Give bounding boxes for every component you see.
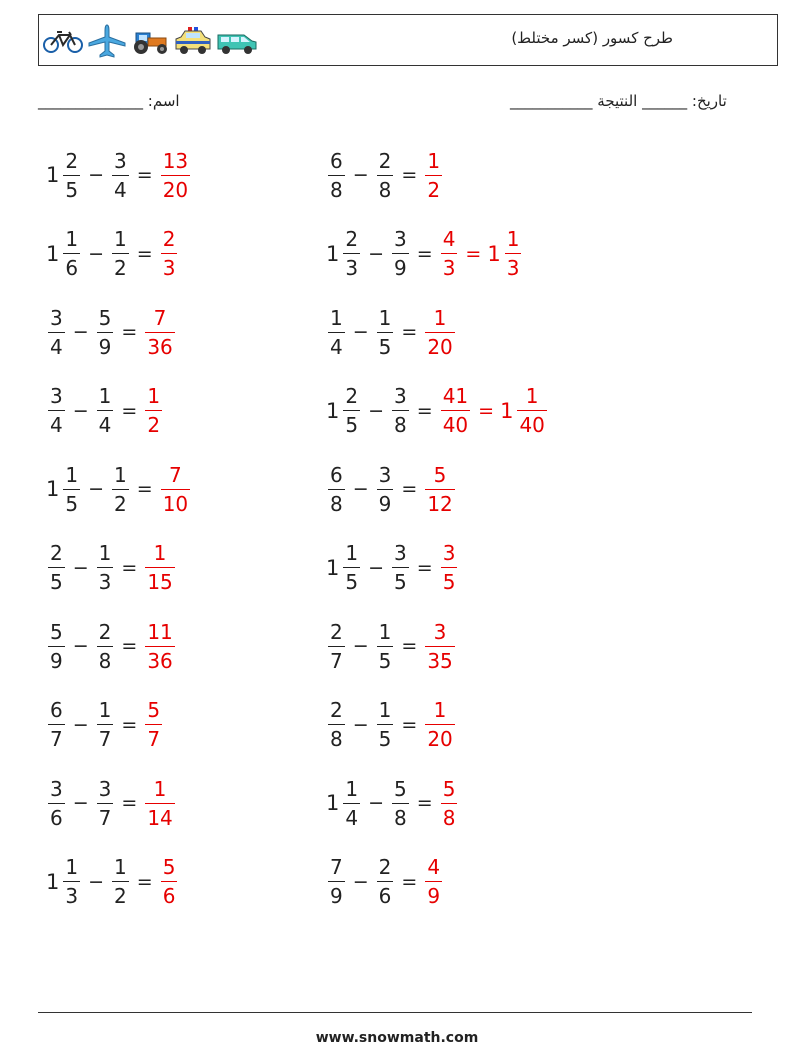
denominator: 9: [427, 884, 441, 908]
denominator: 7: [147, 727, 161, 751]
fraction: [63, 229, 80, 278]
equals-sign: =: [121, 713, 138, 736]
name-label: اسم:: [147, 92, 180, 110]
fraction: [343, 543, 360, 592]
denominator: 35: [427, 648, 453, 673]
answer: [159, 229, 180, 278]
fraction: [517, 386, 546, 435]
equals-sign: =: [121, 399, 138, 422]
numerator: 1: [330, 305, 343, 330]
numerator: 1: [65, 227, 79, 251]
numerator: 1: [378, 305, 392, 330]
denominator: 8: [442, 805, 456, 830]
equals-sign: =: [416, 556, 433, 579]
equals-sign: =: [136, 870, 153, 893]
fraction: [63, 462, 80, 516]
numerator: 3: [50, 384, 63, 408]
numerator: 5: [442, 776, 456, 801]
numerator: 1: [153, 776, 167, 801]
fraction: [425, 305, 454, 359]
numerator: 5: [98, 305, 112, 330]
fraction: [145, 619, 174, 673]
minus-sign: −: [72, 635, 89, 657]
fraction: [441, 776, 458, 830]
numerator: 1: [427, 148, 441, 173]
numerator: 3: [394, 541, 407, 565]
equals-sign: =: [416, 242, 433, 265]
numerator: 3: [98, 776, 112, 801]
equals-sign: =: [401, 478, 418, 500]
fraction: [63, 857, 80, 906]
fraction: [145, 543, 174, 592]
fraction: [343, 229, 360, 278]
numerator: 5: [147, 698, 161, 722]
denominator: 8: [378, 177, 392, 202]
answer: [423, 857, 444, 906]
denominator: 2: [114, 491, 127, 516]
numerator: 2: [162, 227, 176, 251]
numerator: 5: [433, 462, 447, 487]
equals-sign: =: [401, 713, 418, 736]
fraction: [441, 229, 458, 278]
numerator: 41: [442, 384, 469, 408]
numerator: 2: [378, 855, 392, 879]
problem-item: [46, 302, 177, 362]
fraction: [328, 619, 345, 673]
denominator: 7: [98, 805, 112, 830]
police-car-icon: [173, 25, 213, 57]
problem-item: [326, 145, 444, 205]
answer: [143, 700, 164, 749]
equals-sign: =: [401, 164, 418, 186]
minus-sign: −: [88, 164, 105, 186]
equals-sign: =: [121, 792, 138, 814]
denominator: 5: [50, 570, 63, 594]
numerator: 7: [153, 305, 167, 330]
numerator: 3: [394, 384, 407, 408]
fraction: [425, 700, 454, 749]
minus-sign: −: [88, 870, 105, 893]
numerator: 13: [162, 148, 189, 173]
fraction: [377, 148, 394, 202]
fraction: [377, 700, 394, 749]
result-blank: ___________: [510, 92, 593, 110]
minus-sign: −: [88, 242, 105, 265]
fraction: [145, 700, 162, 749]
denominator: 10: [162, 491, 189, 516]
denominator: 36: [147, 648, 173, 673]
numerator: 2: [98, 619, 112, 644]
equals-sign: =: [136, 164, 153, 186]
denominator: 8: [394, 413, 407, 437]
numerator: 3: [50, 305, 63, 330]
answer: [439, 386, 549, 435]
numerator: 1: [378, 698, 392, 722]
worksheet-header: [38, 14, 778, 66]
numerator: 1: [114, 855, 127, 879]
numerator: 2: [345, 227, 359, 251]
answer: [143, 543, 176, 592]
denominator: 20: [162, 177, 189, 202]
numerator: 3: [433, 619, 447, 644]
denominator: 4: [50, 334, 63, 359]
fraction: [48, 700, 65, 749]
denominator: 40: [442, 413, 469, 437]
fraction: [377, 305, 394, 359]
problem-item: [46, 852, 179, 912]
fraction: [377, 857, 394, 906]
fraction: [112, 148, 129, 202]
problem-item: [46, 224, 179, 284]
fraction: [48, 386, 65, 435]
denominator: 9: [394, 256, 407, 280]
minus-sign: −: [72, 399, 89, 422]
fraction: [392, 543, 409, 592]
problem-item: [326, 302, 457, 362]
whole-number: 1: [326, 791, 340, 815]
denominator: 4: [50, 413, 63, 437]
equals-sign: =: [121, 635, 138, 657]
minus-sign: −: [352, 164, 369, 186]
fraction: [425, 148, 442, 202]
answer: [159, 462, 192, 516]
equals-sign: =: [136, 242, 153, 265]
numerator: 3: [114, 148, 127, 173]
problem-item: [46, 381, 164, 441]
minus-sign: −: [88, 478, 105, 500]
fraction: [145, 776, 174, 830]
denominator: 15: [147, 570, 173, 594]
airplane-icon: [87, 24, 127, 58]
answer: [439, 776, 460, 830]
whole-number: 1: [500, 398, 514, 423]
minus-sign: −: [72, 556, 89, 579]
equals-sign: =: [416, 399, 433, 422]
fraction: [392, 386, 409, 435]
numerator: 2: [345, 384, 359, 408]
equals-sign: =: [401, 321, 418, 343]
numerator: 3: [394, 227, 407, 251]
problem-item: [46, 773, 177, 833]
minus-sign: −: [72, 321, 89, 343]
fraction: [97, 700, 114, 749]
denominator: 6: [50, 805, 63, 830]
whole-number: 1: [487, 241, 501, 266]
date-label: تاريخ:: [691, 92, 727, 110]
equals-sign: =: [136, 478, 153, 500]
equals-sign: =: [416, 792, 433, 814]
minus-sign: −: [368, 556, 385, 579]
fraction: [425, 462, 454, 516]
numerator: 1: [378, 619, 392, 644]
problem-item: [46, 616, 177, 676]
numerator: 1: [114, 227, 127, 251]
denominator: 7: [98, 727, 112, 751]
whole-number: 1: [326, 241, 340, 266]
minus-sign: −: [368, 399, 385, 422]
fraction: [425, 619, 454, 673]
equals-sign: =: [465, 242, 482, 265]
fraction: [161, 857, 178, 906]
numerator: 1: [506, 227, 520, 251]
answer: [439, 543, 460, 592]
denominator: 3: [345, 256, 359, 280]
whole-number: 1: [46, 163, 60, 187]
whole-number: 1: [46, 869, 60, 894]
minus-sign: −: [352, 870, 369, 893]
denominator: 7: [50, 727, 63, 751]
problem-item: [326, 616, 457, 676]
denominator: 5: [65, 491, 79, 516]
answer: [159, 857, 180, 906]
numerator: 1: [153, 541, 167, 565]
fraction: [97, 386, 114, 435]
numerator: 1: [345, 776, 359, 801]
denominator: 4: [330, 334, 343, 359]
fraction: [505, 229, 522, 278]
denominator: 3: [442, 256, 456, 280]
fraction: [328, 462, 345, 516]
fraction: [112, 229, 129, 278]
numerator: 5: [394, 776, 407, 801]
numerator: 2: [378, 148, 392, 173]
numerator: 7: [330, 855, 343, 879]
numerator: 7: [169, 462, 182, 487]
denominator: 8: [330, 727, 343, 751]
numerator: 6: [50, 698, 63, 722]
fraction: [343, 386, 360, 435]
minus-sign: −: [352, 478, 369, 500]
numerator: 2: [65, 148, 79, 173]
denominator: 7: [330, 648, 343, 673]
denominator: 2: [114, 884, 127, 908]
minus-sign: −: [352, 635, 369, 657]
minus-sign: −: [72, 713, 89, 736]
fraction: [377, 619, 394, 673]
fraction: [328, 148, 345, 202]
problem-item: [326, 538, 459, 598]
numerator: 1: [65, 462, 79, 487]
fraction: [48, 619, 65, 673]
denominator: 5: [378, 334, 392, 359]
fraction: [97, 543, 114, 592]
denominator: 14: [147, 805, 173, 830]
minus-sign: −: [352, 321, 369, 343]
numerator: 1: [433, 305, 447, 330]
minus-sign: −: [72, 792, 89, 814]
answer: [423, 619, 456, 673]
numerator: 3: [378, 462, 392, 487]
denominator: 8: [330, 177, 343, 202]
denominator: 9: [98, 334, 112, 359]
answer: [143, 619, 176, 673]
name-blank: ______________: [38, 92, 143, 110]
denominator: 12: [427, 491, 453, 516]
problem-item: [326, 695, 457, 755]
fraction: [48, 305, 65, 359]
answer: [143, 386, 164, 435]
footer-divider: [38, 1012, 752, 1013]
denominator: 2: [114, 256, 127, 280]
numerator: 2: [330, 698, 343, 722]
fraction: [425, 857, 442, 906]
fraction: [161, 229, 178, 278]
numerator: 1: [525, 384, 539, 408]
denominator: 4: [345, 805, 359, 830]
denominator: 5: [442, 570, 456, 594]
numerator: 6: [330, 148, 343, 173]
fraction: [343, 776, 360, 830]
problem-item: [326, 773, 459, 833]
fraction: [161, 148, 190, 202]
answer: [423, 148, 444, 202]
numerator: 6: [330, 462, 343, 487]
whole-number: 1: [46, 241, 60, 266]
answer: [423, 700, 456, 749]
whole-number: 1: [326, 398, 340, 423]
fraction: [441, 386, 470, 435]
numerator: 1: [433, 698, 447, 722]
denominator: 6: [65, 256, 79, 280]
numerator: 2: [330, 619, 343, 644]
result-label: النتيجة: [597, 92, 638, 110]
date-result-field: [510, 92, 727, 110]
bicycle-icon: [42, 28, 84, 54]
equals-sign: =: [401, 635, 418, 657]
denominator: 2: [147, 413, 161, 437]
fraction: [328, 305, 345, 359]
footer-url: www.snowmath.com: [315, 1030, 479, 1046]
van-icon: [216, 27, 258, 55]
numerator: 1: [147, 384, 161, 408]
fraction: [48, 543, 65, 592]
numerator: 2: [50, 541, 63, 565]
denominator: 8: [394, 805, 407, 830]
numerator: 4: [442, 227, 456, 251]
denominator: 2: [427, 177, 441, 202]
numerator: 1: [98, 541, 112, 565]
answer: [159, 148, 192, 202]
answer: [439, 229, 524, 278]
fraction: [377, 462, 394, 516]
equals-sign: =: [478, 399, 495, 422]
page-title: طرح كسور (كسر مختلط): [511, 29, 673, 47]
whole-number: 1: [326, 555, 340, 580]
denominator: 8: [98, 648, 112, 673]
numerator: 1: [65, 855, 79, 879]
name-field: [38, 92, 180, 110]
denominator: 9: [378, 491, 392, 516]
denominator: 9: [50, 648, 63, 673]
numerator: 5: [162, 855, 176, 879]
denominator: 3: [98, 570, 112, 594]
denominator: 3: [506, 256, 520, 280]
fraction: [63, 148, 80, 202]
denominator: 6: [378, 884, 392, 908]
denominator: 4: [98, 413, 112, 437]
denominator: 8: [330, 491, 343, 516]
icon-strip: [42, 24, 258, 58]
numerator: 11: [147, 619, 173, 644]
numerator: 1: [114, 462, 127, 487]
fraction: [392, 776, 409, 830]
fraction: [328, 857, 345, 906]
minus-sign: −: [368, 792, 385, 814]
problem-item: [326, 381, 549, 441]
equals-sign: =: [121, 556, 138, 579]
fraction: [112, 462, 129, 516]
denominator: 5: [378, 727, 392, 751]
numerator: 5: [50, 619, 63, 644]
fraction: [97, 305, 114, 359]
minus-sign: −: [352, 713, 369, 736]
fraction: [161, 462, 190, 516]
denominator: 40: [519, 413, 545, 437]
fraction: [97, 619, 114, 673]
fraction: [441, 543, 458, 592]
denominator: 5: [394, 570, 407, 594]
denominator: 20: [427, 727, 453, 751]
fraction: [145, 305, 174, 359]
denominator: 6: [162, 884, 176, 908]
fraction: [112, 857, 129, 906]
problem-item: [46, 538, 177, 598]
numerator: 1: [98, 698, 112, 722]
answer: [423, 462, 456, 516]
problem-item: [46, 459, 192, 519]
equals-sign: =: [121, 321, 138, 343]
denominator: 5: [345, 570, 359, 594]
whole-number: 1: [46, 477, 60, 501]
fraction: [328, 700, 345, 749]
denominator: 36: [147, 334, 173, 359]
fraction: [97, 776, 114, 830]
denominator: 4: [114, 177, 127, 202]
denominator: 20: [427, 334, 453, 359]
numerator: 1: [98, 384, 112, 408]
problem-item: [46, 145, 192, 205]
numerator: 3: [50, 776, 63, 801]
date-blank: ______: [642, 92, 688, 110]
answer: [143, 305, 176, 359]
problem-item: [46, 695, 164, 755]
fraction: [48, 776, 65, 830]
denominator: 3: [65, 884, 79, 908]
denominator: 5: [345, 413, 359, 437]
answer: [143, 776, 176, 830]
minus-sign: −: [368, 242, 385, 265]
problem-item: [326, 459, 457, 519]
denominator: 5: [378, 648, 392, 673]
numerator: 1: [345, 541, 359, 565]
problem-item: [326, 224, 523, 284]
denominator: 3: [162, 256, 176, 280]
numerator: 4: [427, 855, 441, 879]
answer: [423, 305, 456, 359]
problem-item: [326, 852, 444, 912]
denominator: 9: [330, 884, 343, 908]
tractor-icon: [130, 27, 170, 55]
fraction: [392, 229, 409, 278]
denominator: 5: [65, 177, 79, 202]
equals-sign: =: [401, 870, 418, 893]
numerator: 3: [442, 541, 456, 565]
fraction: [145, 386, 162, 435]
